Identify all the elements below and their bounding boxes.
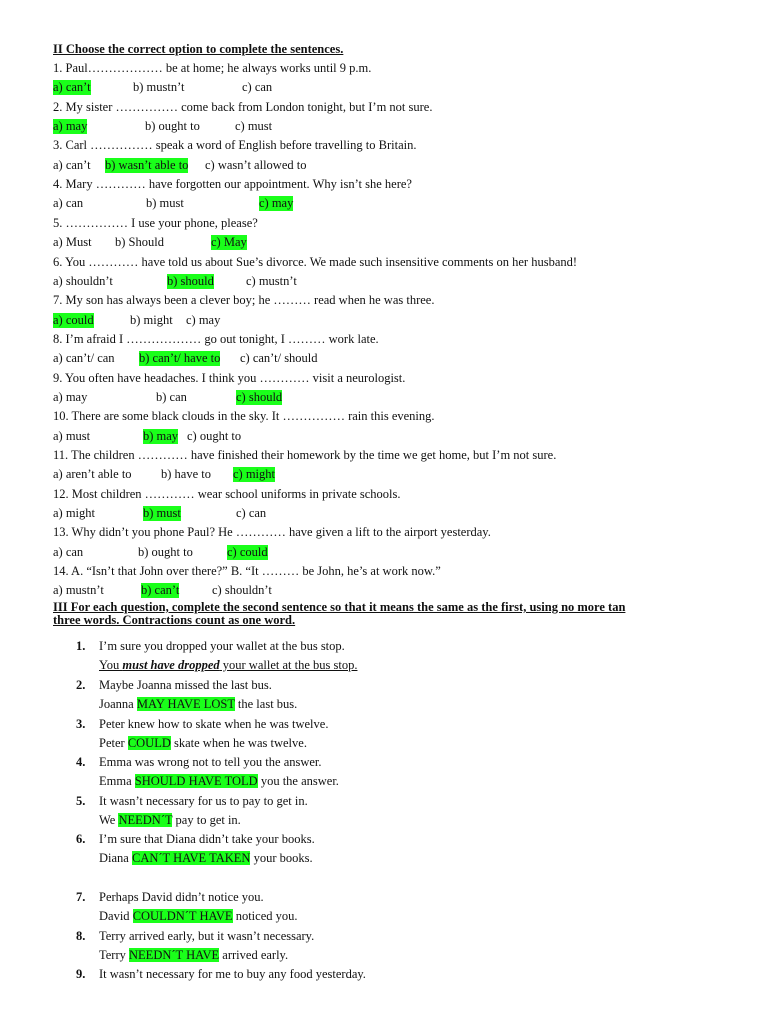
correct-option: a) can’t <box>53 80 91 95</box>
correct-option: b) can’t <box>141 583 180 598</box>
option: b) must <box>146 196 184 211</box>
question-text: 13. Why didn’t you phone Paul? He ………… have given a lift to the airport yesterday. <box>53 525 491 540</box>
option: a) might <box>53 506 96 521</box>
sentence-start: We <box>99 813 119 827</box>
option: a) aren’t able to <box>53 467 132 482</box>
rewritten-sentence <box>99 697 297 712</box>
option: b) mustn’t <box>133 80 185 95</box>
correct-option: c) may <box>259 196 294 211</box>
item-number: 2. <box>76 678 86 692</box>
question-text: 3. Carl …………… speak a word of English before travelling to Britain. <box>53 138 417 153</box>
question-text: 9. You often have headaches. I think you ………… visit a neurologist. <box>53 370 406 385</box>
option: b) can <box>156 389 187 404</box>
sentence-end: you the answer. <box>257 774 339 788</box>
item-number: 8. <box>76 929 86 943</box>
question-text: 10. There are some black clouds in the sky. It …………… rain this evening. <box>53 409 435 424</box>
rewritten-sentence <box>99 736 307 751</box>
option: a) can <box>53 196 84 211</box>
sentence-end: the last bus. <box>234 697 298 711</box>
sentence-end: noticed you. <box>232 909 298 923</box>
question-text: 6. You ………… have told us about Sue’s divorce. We made such insensitive comments on her husband! <box>53 254 578 269</box>
option: a) must <box>53 428 91 443</box>
item-number: 4. <box>76 755 86 769</box>
section-3-heading-cont: three words. Contractions count as one word. <box>53 613 296 627</box>
answer-highlight: MAY HAVE LOST <box>136 697 235 711</box>
rewritten-sentence <box>99 658 357 673</box>
section-3-heading: III For each question, complete the second sentence so that it means the same as the first, using no more tan <box>53 600 626 614</box>
option: c) shouldn’t <box>212 583 272 598</box>
sentence-start: Diana <box>99 851 132 865</box>
original-sentence: Maybe Joanna missed the last bus. <box>99 678 272 692</box>
item-number: 7. <box>76 890 86 904</box>
option: c) must <box>235 119 273 134</box>
answer-highlight: SHOULD HAVE TOLD <box>134 774 258 788</box>
rewritten-sentence <box>99 948 288 963</box>
rewritten-sentence <box>99 851 313 866</box>
original-sentence: Terry arrived early, but it wasn’t necessary. <box>99 929 315 943</box>
correct-option: c) May <box>211 235 247 250</box>
correct-option: b) wasn’t able to <box>105 157 189 172</box>
option: a) mustn’t <box>53 583 104 598</box>
correct-option: c) could <box>227 544 268 559</box>
option: b) might <box>130 312 173 327</box>
answer-highlight: CAN´T HAVE TAKEN <box>131 851 251 865</box>
question-text: 2. My sister …………… come back from London tonight, but I’m not sure. <box>53 99 433 114</box>
example-answer: must have dropped <box>122 658 220 672</box>
item-number: 9. <box>76 967 86 981</box>
option: c) mustn’t <box>246 273 297 288</box>
question-text: 4. Mary ………… have forgotten our appointment. Why isn’t she here? <box>53 177 412 192</box>
answer-highlight: COULDN´T HAVE <box>132 909 233 923</box>
answer-highlight: NEEDN´T HAVE <box>129 948 220 962</box>
question-text: 1. Paul……………… be at home; he always works until 9 p.m. <box>53 61 372 75</box>
rewritten-sentence <box>99 813 241 828</box>
option: c) wasn’t allowed to <box>205 157 307 172</box>
sentence-start: Peter <box>99 736 128 750</box>
rewritten-sentence <box>99 774 339 789</box>
correct-option: c) should <box>236 389 283 404</box>
option: c) may <box>186 312 221 327</box>
option: a) can’t <box>53 157 91 172</box>
option: b) have to <box>161 467 211 482</box>
option: b) Should <box>115 235 164 250</box>
correct-option: a) may <box>53 119 88 134</box>
sentence-start: David <box>99 909 133 923</box>
item-number: 6. <box>76 832 86 846</box>
item-number: 5. <box>76 794 86 808</box>
item-number: 3. <box>76 717 86 731</box>
sentence-start: Terry <box>99 948 130 962</box>
sentence-end: pay to get in. <box>172 813 241 827</box>
correct-option: a) could <box>53 312 94 327</box>
sentence-end: your wallet at the bus stop. <box>219 658 358 672</box>
original-sentence: Perhaps David didn’t notice you. <box>99 890 264 904</box>
correct-option: c) might <box>233 467 276 482</box>
option: a) shouldn’t <box>53 273 113 288</box>
option: c) can <box>242 80 273 95</box>
question-text: 8. I’m afraid I ……………… go out tonight, I ……… work late. <box>53 331 379 346</box>
option: c) can’t/ should <box>240 351 318 366</box>
correct-option: b) must <box>143 506 181 521</box>
option: b) ought to <box>145 119 200 134</box>
option: b) ought to <box>138 544 193 559</box>
sentence-end: arrived early. <box>219 948 289 962</box>
sentence-start: You <box>99 658 123 672</box>
answer-highlight: NEEDN´T <box>118 813 173 827</box>
item-number: 1. <box>76 639 86 653</box>
original-sentence: It wasn’t necessary for me to buy any food yesterday. <box>99 967 366 981</box>
sentence-end: skate when he was twelve. <box>170 736 307 750</box>
option: c) can <box>236 506 267 521</box>
question-text: 11. The children ………… have finished their homework by the time we get home, but I’m not sure. <box>53 448 557 462</box>
section-2-heading: II Choose the correct option to complete the sentences. <box>53 42 344 56</box>
sentence-start: Joanna <box>99 697 137 711</box>
original-sentence: I’m sure you dropped your wallet at the bus stop. <box>99 639 345 653</box>
sentence-start: Emma <box>99 774 135 788</box>
original-sentence: Emma was wrong not to tell you the answer. <box>99 755 322 769</box>
sentence-end: your books. <box>250 851 313 865</box>
question-text: 5. …………… I use your phone, please? <box>53 215 258 230</box>
rewritten-sentence <box>99 909 298 924</box>
question-text: 7. My son has always been a clever boy; he ……… read when he was three. <box>53 293 435 308</box>
question-text: 14. A. “Isn’t that John over there?” B. “It ……… be John, he’s at work now.” <box>53 564 441 579</box>
original-sentence: It wasn’t necessary for us to pay to get in. <box>99 794 308 808</box>
question-text: 12. Most children ………… wear school uniforms in private schools. <box>53 486 401 501</box>
answer-highlight: COULD <box>127 736 171 750</box>
option: a) can’t/ can <box>53 351 115 366</box>
original-sentence: I’m sure that Diana didn’t take your books. <box>99 832 315 846</box>
option: a) may <box>53 389 88 404</box>
correct-option: b) should <box>167 273 214 288</box>
correct-option: b) may <box>143 428 179 443</box>
option: a) can <box>53 544 84 559</box>
option: a) Must <box>53 235 92 250</box>
option: c) ought to <box>187 428 242 443</box>
original-sentence: Peter knew how to skate when he was twelve. <box>99 717 329 731</box>
correct-option: b) can’t/ have to <box>139 351 221 366</box>
